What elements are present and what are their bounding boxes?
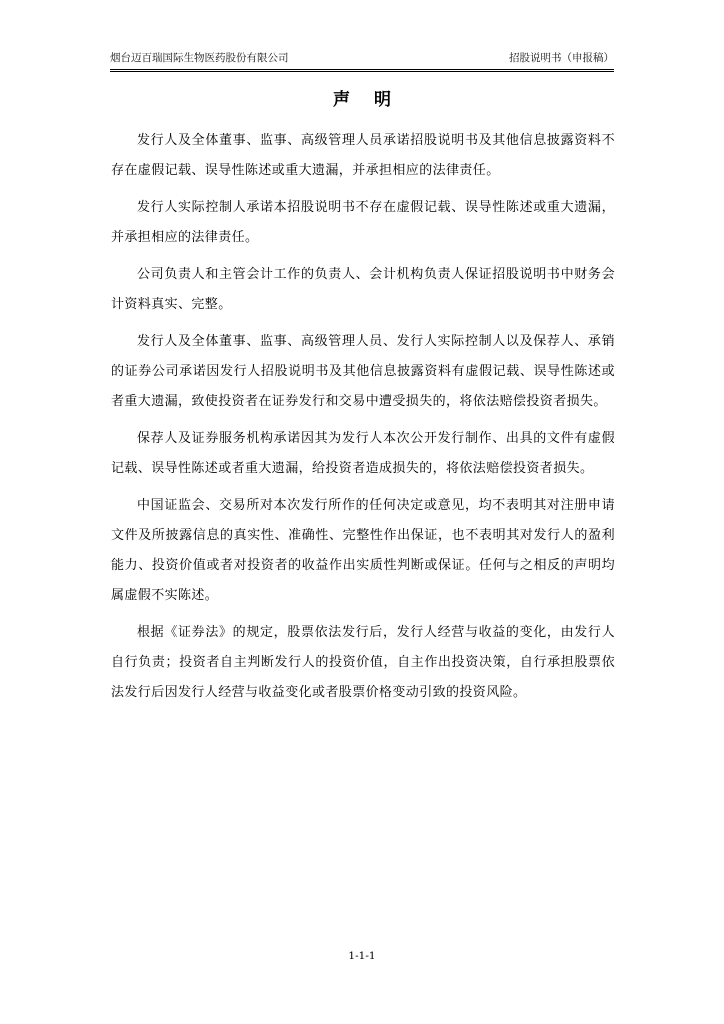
- paragraph-6: 中国证监会、交易所对本次发行所作的任何决定或意见，均不表明其对注册申请文件及所披露信息的真实性、准确性、完整性作出保证，也不表明其对发行人的盈利能力、投资价值或者对投资者的收益作出实质性判断或保证。任何与之相反的声明均属虚假不实陈述。: [111, 498, 615, 603]
- paragraph-3: 公司负责人和主管会计工作的负责人、会计机构负责人保证招股说明书中财务会计资料真实、完整。: [111, 267, 615, 312]
- paragraph-5: 保荐人及证券服务机构承诺因其为发行人本次公开发行制作、出具的文件有虚假记载、误导性陈述或者重大遗漏，给投资者造成损失的，将依法赔偿投资者损失。: [111, 431, 615, 476]
- paragraph-1: 发行人及全体董事、监事、高级管理人员承诺招股说明书及其他信息披露资料不存在虚假记载、误导性陈述或重大遗漏，并承担相应的法律责任。: [111, 133, 615, 178]
- page-number: 1-1-1: [348, 950, 376, 962]
- declaration-body: [111, 126, 615, 715]
- paragraph-4: 发行人及全体董事、监事、高级管理人员、发行人实际控制人以及保荐人、承销的证券公司承诺因发行人招股说明书及其他信息披露资料有虚假记载、误导性陈述或者重大遗漏，致使投资者在证券发行和交易中遭受损失的，将依法赔偿投资者损失。: [111, 334, 615, 409]
- header-company-name: 烟台迈百瑞国际生物医药股份有限公司: [110, 52, 289, 64]
- page-header: [110, 49, 614, 67]
- page-title: 声明: [333, 90, 415, 110]
- header-document-type: 招股说明书（申报稿）: [509, 52, 614, 64]
- paragraph-7: 根据《证券法》的规定，股票依法发行后，发行人经营与收益的变化，由发行人自行负责；投资者自主判断发行人的投资价值，自主作出投资决策，自行承担股票依法发行后因发行人经营与收益变化或者股票价格变动引致的投资风险。: [111, 625, 615, 700]
- header-divider: [110, 69, 614, 72]
- paragraph-2: 发行人实际控制人承诺本招股说明书不存在虚假记载、误导性陈述或重大遗漏，并承担相应的法律责任。: [111, 200, 615, 245]
